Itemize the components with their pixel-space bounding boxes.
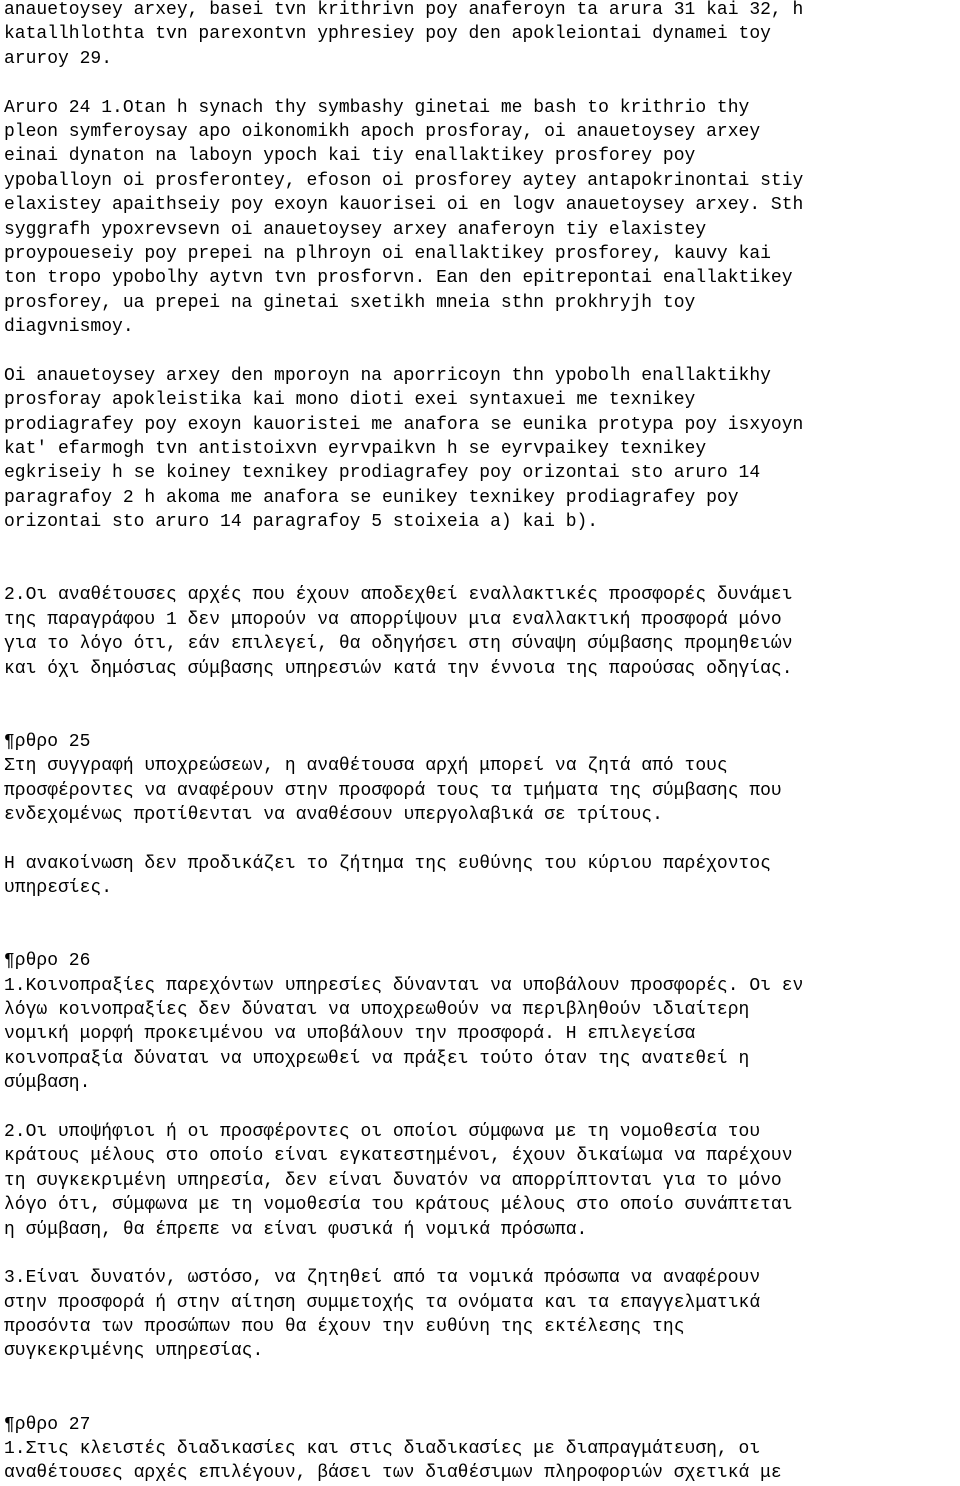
blank-line: [4, 900, 960, 924]
text-line: prosforay apokleistika kai mono dioti exei syntaxuei me texnikey: [4, 390, 696, 411]
text-line: κράτους μέλους στο οποίο είναι εγκατεστημένοι, έχουν δικαίωμα να παρέχουν: [4, 1146, 793, 1167]
text-line: και όχι δημόσιας σύμβασης υπηρεσιών κατά την έννοια της παρούσας οδηγίας.: [4, 658, 793, 679]
text-line: ¶ρθρο 27: [4, 1414, 91, 1435]
paragraph: [4, 364, 960, 535]
text-line: ενδεχομένως προτίθενται να αναθέσουν υπεργολαβικά σε τρίτους.: [4, 804, 663, 825]
text-line: 1.Κοινοπραξίες παρεχόντων υπηρεσίες δύνανται να υποβάλουν προσφορές. Οι εν: [4, 975, 804, 996]
text-line: ¶ρθρο 25: [4, 731, 91, 752]
blank-line: [4, 1096, 960, 1120]
blank-line: [4, 681, 960, 705]
text-line: αναθέτουσες αρχές επιλέγουν, βάσει των διαθέσιμων πληροφοριών σχετικά με: [4, 1463, 782, 1484]
blank-line: [4, 925, 960, 949]
text-line: katallhlothta tvn parexontvn yphresiey poy den apokleiontai dynamei toy: [4, 24, 771, 45]
text-line: ton tropo ypobolhy aytvn tvn prosforvn. Ean den epitrepontai enallaktikey: [4, 268, 793, 289]
text-line: νομική μορφή προκειμένου να υποβάλουν την προσφορά. Η επιλεγείσα: [4, 1024, 696, 1045]
text-line: για το λόγο ότι, εάν επιλεγεί, θα οδηγήσει στη σύναψη σύμβασης προμηθειών: [4, 634, 793, 655]
blank-line: [4, 705, 960, 729]
text-line: της παραγράφου 1 δεν μπορούν να απορρίψουν μια εναλλακτική προσφορά μόνο: [4, 609, 782, 630]
blank-line: [4, 71, 960, 95]
text-line: paragrafoy 2 h akoma me anafora se eunikey texnikey prodiagrafey poy: [4, 487, 739, 508]
text-line: aruroy 29.: [4, 48, 113, 69]
text-line: anauetoysey arxey, basei tvn krithrivn poy anaferoyn ta arura 31 kai 32, h: [4, 0, 804, 20]
text-line: orizontai sto aruro 14 paragrafoy 5 stoixeia a) kai b).: [4, 512, 599, 533]
text-line: σύμβαση.: [4, 1073, 91, 1094]
blank-line: [4, 1388, 960, 1412]
text-line: κοινοπραξία δύναται να υποχρεωθεί να πράξει τούτο όταν της ανατεθεί η: [4, 1048, 750, 1069]
text-line: prosforey, ua prepei na ginetai sxetikh mneia sthn prokhryjh toy: [4, 292, 696, 313]
paragraph: [4, 96, 960, 340]
text-line: Η ανακοίνωση δεν προδικάζει το ζήτημα της ευθύνης του κύριου παρέχοντος: [4, 853, 771, 874]
text-line: egkriseiy h se koiney texnikey prodiagrafey poy orizontai sto aruro 14: [4, 463, 761, 484]
paragraph: [4, 1413, 960, 1486]
blank-line: [4, 339, 960, 363]
text-line: ¶ρθρο 26: [4, 951, 91, 972]
text-line: λόγω κοινοπραξίες δεν δύναται να υποχρεωθούν να περιβληθούν ιδιαίτερη: [4, 1000, 750, 1021]
text-line: syggrafh ypoxrevsevn oi anauetoysey arxey anaferoyn tiy elaxistey: [4, 219, 707, 240]
text-line: 3.Είναι δυνατόν, ωστόσο, να ζητηθεί από τα νομικά πρόσωπα να αναφέρουν: [4, 1268, 761, 1289]
paragraph: [4, 0, 960, 71]
text-line: diagvnismoy.: [4, 317, 134, 338]
text-line: προσφέροντες να αναφέρουν στην προσφορά τους τα τμήματα της σύμβασης που: [4, 780, 782, 801]
paragraph: [4, 583, 960, 681]
blank-line: [4, 535, 960, 559]
text-line: elaxistey apaithseiy poy exoyn kauorisei oi en logv anauetoysey arxey. Sth: [4, 195, 804, 216]
text-line: Aruro 24 1.Otan h synach thy symbashy ginetai me bash to krithrio thy: [4, 97, 750, 118]
text-line: τη συγκεκριμένη υπηρεσία, δεν είναι δυνατόν να απορρίπτονται για το μόνο: [4, 1170, 782, 1191]
text-line: στην προσφορά ή στην αίτηση συμμετοχής τα ονόματα και τα επαγγελματικά: [4, 1292, 761, 1313]
text-line: προσόντα των προσώπων που θα έχουν την ευθύνη της εκτέλεσης της: [4, 1317, 685, 1338]
text-line: kat' efarmogh tvn antistoixvn eyrvpaikvn h se eyrvpaikey texnikey: [4, 439, 707, 460]
text-line: proypoueseiy poy prepei na plhroyn oi enallaktikey prosforey, kauvy kai: [4, 243, 771, 264]
paragraph: [4, 852, 960, 901]
text-line: ypoballoyn oi prosferontey, efoson oi prosforey aytey antapokrinontai stiy: [4, 170, 804, 191]
text-line: 2.Οι υποψήφιοι ή οι προσφέροντες οι οποίοι σύμφωνα με τη νομοθεσία του: [4, 1121, 761, 1142]
text-line: Στη συγγραφή υποχρεώσεων, η αναθέτουσα αρχή μπορεί να ζητά από τους: [4, 756, 728, 777]
paragraph: [4, 1266, 960, 1364]
paragraph: [4, 1120, 960, 1242]
blank-line: [4, 827, 960, 851]
text-line: λόγο ότι, σύμφωνα με τη νομοθεσία του κράτους μέλους στο οποίο συνάπτεται: [4, 1195, 793, 1216]
text-line: pleon symferoysay apo oikonomikh apoch prosforay, oi anauetoysey arxey: [4, 121, 761, 142]
blank-line: [4, 1364, 960, 1388]
blank-line: [4, 559, 960, 583]
text-line: συγκεκριμένης υπηρεσίας.: [4, 1341, 264, 1362]
text-line: υπηρεσίες.: [4, 878, 113, 899]
paragraph: [4, 730, 960, 828]
document-page: [4, 0, 960, 1486]
blank-line: [4, 1242, 960, 1266]
text-line: 1.Στις κλειστές διαδικασίες και στις διαδικασίες με διαπραγμάτευση, οι: [4, 1439, 761, 1460]
text-line: η σύμβαση, θα έπρεπε να είναι φυσικά ή νομικά πρόσωπα.: [4, 1219, 588, 1240]
text-line: einai dynaton na laboyn ypoch kai tiy enallaktikey prosforey poy: [4, 146, 696, 167]
paragraph: [4, 949, 960, 1095]
text-line: 2.Οι αναθέτουσες αρχές που έχουν αποδεχθεί εναλλακτικές προσφορές δυνάμει: [4, 585, 793, 606]
text-line: prodiagrafey poy exoyn kauoristei me anafora se eunika protypa poy isxyoyn: [4, 414, 804, 435]
text-line: Oi anauetoysey arxey den mporoyn na aporricoyn thn ypobolh enallaktikhy: [4, 365, 771, 386]
